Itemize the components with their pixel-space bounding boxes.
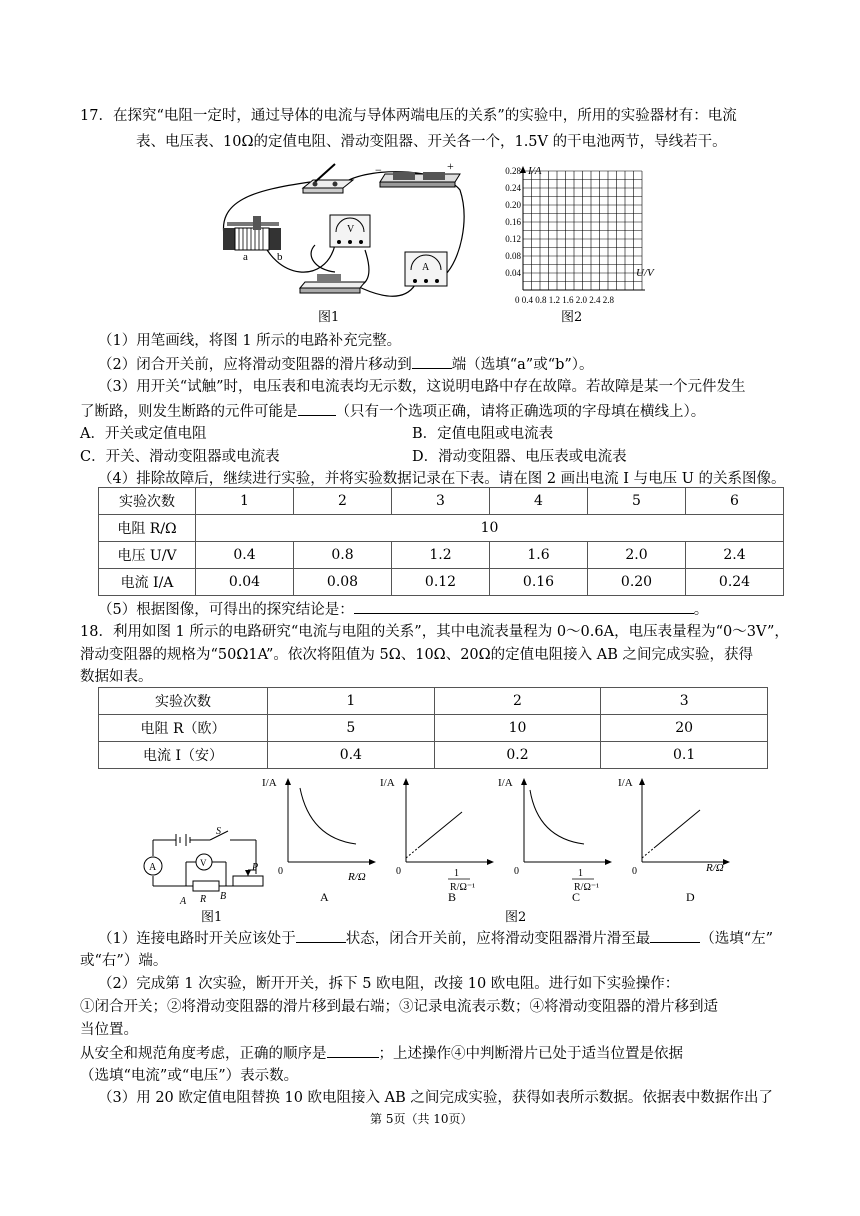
page-footer: 第 5页（共 10页） bbox=[370, 1112, 473, 1126]
graph-d-letter: D bbox=[686, 890, 695, 904]
q18-resistor-label: R bbox=[200, 894, 207, 905]
voltmeter-label: V bbox=[347, 224, 355, 235]
q18-graph-a bbox=[260, 770, 378, 905]
y-tick-label: 0.04 bbox=[505, 268, 521, 278]
q18-steps-line1: ①闭合开关；②将滑动变阻器的滑片移到最右端；③记录电流表示数；④将滑动变阻器的滑片移到适 bbox=[80, 999, 718, 1015]
q18-fig1-caption: 图1 bbox=[201, 910, 223, 925]
q18-voltmeter-label: V bbox=[200, 858, 207, 868]
q17-part2: （2）闭合开关前，应将滑动变阻器的滑片移动到 端（选填“a”或“b”）。 bbox=[98, 354, 594, 375]
q17-option-d: D．滑动变阻器、电压表或电流表 bbox=[412, 449, 627, 465]
graph-a-ylabel: I/A bbox=[262, 777, 277, 789]
q17-data-table bbox=[98, 487, 784, 596]
q18-part1-line2: 或“右”）端。 bbox=[80, 953, 168, 969]
q17-option-c: C．开关、滑动变阻器或电流表 bbox=[80, 449, 280, 465]
table-row: 电压 U/V 0.4 0.8 1.2 1.6 2.0 2.4 bbox=[99, 542, 784, 569]
y-tick-label: 0.16 bbox=[505, 217, 521, 227]
graph-d-ylabel: I/A bbox=[618, 777, 633, 789]
graph-c-xlabel-num: 1 bbox=[578, 868, 583, 879]
y-tick-label: 0.28 bbox=[505, 166, 521, 176]
graph-a-origin: 0 bbox=[278, 866, 283, 877]
graph-a-letter: A bbox=[320, 890, 329, 904]
q17-fig2-caption: 图2 bbox=[561, 310, 583, 325]
graph-b-ylabel: I/A bbox=[380, 777, 395, 789]
q18-stem-line2: 滑动变阻器的规格为“50Ω1A”。依次将阻值为 5Ω、10Ω、20Ω的定值电阻接入 AB 之间完成实验，获得 bbox=[80, 647, 754, 663]
graph-c-letter: C bbox=[572, 890, 581, 904]
graph-b-xlabel-num: 1 bbox=[454, 868, 459, 879]
voltmeter-component bbox=[330, 215, 370, 247]
table-row: 电阻 R/Ω 10 bbox=[99, 515, 784, 542]
y-tick-label: 0.12 bbox=[505, 234, 521, 244]
rheostat-end-b-label: b bbox=[277, 251, 283, 263]
table-row: 电阻 R（欧） 5 10 20 bbox=[99, 715, 768, 742]
graph-c-ylabel: I/A bbox=[498, 777, 513, 789]
rheostat-end-a-label: a bbox=[243, 251, 248, 263]
q18-slider-label: P bbox=[252, 862, 259, 873]
y-tick-label: 0.20 bbox=[505, 200, 521, 210]
q18-graph-d bbox=[614, 770, 744, 905]
q17-stem-line2: 表、电压表、10Ω的定值电阻、滑动变阻器、开关各一个，1.5V 的干电池两节，导线若干。 bbox=[136, 134, 727, 150]
q18-stem-line1: 18．利用如图 1 所示的电路研究“电流与电阻的关系”，其中电流表量程为 0～0.6A，电压表量程为“0～3V”， bbox=[80, 624, 789, 640]
fixed-resistor-component bbox=[300, 274, 365, 293]
graph-b-letter: B bbox=[448, 890, 457, 904]
q17-grid-figure bbox=[493, 160, 658, 305]
battery-component bbox=[375, 160, 460, 187]
table-row: 实验次数 1 2 3 4 5 6 bbox=[99, 488, 784, 515]
q18-fig2-caption: 图2 bbox=[505, 910, 527, 925]
q17-option-a: A．开关或定值电阻 bbox=[80, 426, 207, 442]
table-row: 电流 I/A 0.04 0.08 0.12 0.16 0.20 0.24 bbox=[99, 569, 784, 596]
q17-part4: （4）排除故障后，继续进行实验，并将实验数据记录在下表。请在图 2 画出电流 I 与电压 U 的关系图像。 bbox=[98, 471, 786, 487]
q17-circuit-figure bbox=[215, 160, 465, 310]
q18-switch-label: S bbox=[216, 826, 221, 837]
q18-meter-question: （选填“电流”或“电压”）表示数。 bbox=[80, 1068, 299, 1084]
q17-blank-2[interactable] bbox=[298, 401, 336, 416]
q17-part3-line2: 了断路，则发生断路的元件可能是 （只有一个选项正确，请将正确选项的字母填在横线上）。 bbox=[80, 401, 705, 422]
q18-stem-line3: 数据如表。 bbox=[80, 669, 153, 685]
ammeter-label: A bbox=[422, 262, 430, 273]
graph-d-xlabel: R/Ω bbox=[706, 862, 724, 874]
q17-fig2-ylabel: I/A bbox=[528, 165, 542, 177]
q17-part3-line1: （3）用开关“试触”时，电压表和电流表均无示数，这说明电路中存在故障。若故障是某一个元件发生 bbox=[98, 379, 746, 395]
switch-component bbox=[303, 164, 353, 193]
q17-part5: （5）根据图像，可得出的探究结论是： 。 bbox=[98, 599, 708, 620]
graph-a-xlabel: R/Ω bbox=[348, 871, 366, 883]
graph-c-xlabel-den: R/Ω⁻¹ bbox=[574, 882, 600, 893]
ammeter-component bbox=[405, 252, 447, 286]
table-row: 实验次数 1 2 3 bbox=[99, 688, 768, 715]
y-tick-label: 0.08 bbox=[505, 251, 521, 261]
q17-stem-line1: 17．在探究“电阻一定时，通过导体的电流与导体两端电压的关系”的实验中，所用的实验器材有：电流 bbox=[80, 108, 737, 124]
battery-minus-label: − bbox=[375, 163, 382, 177]
q18-steps-line2: 当位置。 bbox=[80, 1022, 138, 1038]
battery-plus-label: + bbox=[447, 160, 454, 173]
q18-graph-b bbox=[378, 770, 496, 905]
q17-option-b: B．定值电阻或电流表 bbox=[412, 426, 554, 442]
q17-fig2-xlabel: U/V bbox=[636, 267, 654, 279]
q18-blank-1[interactable] bbox=[296, 928, 346, 943]
q18-data-table bbox=[98, 687, 768, 769]
q18-blank-3[interactable] bbox=[327, 1043, 379, 1058]
table-row: 电流 I（安） 0.4 0.2 0.1 bbox=[99, 742, 768, 769]
q18-circuit-diagram bbox=[138, 826, 268, 906]
q18-blank-2[interactable] bbox=[650, 928, 700, 943]
graph-c-origin: 0 bbox=[514, 866, 519, 877]
q18-part3: （3）用 20 欧定值电阻替换 10 欧电阻接入 AB 之间完成实验，获得如表所示数据。依据表中数据作出了 bbox=[98, 1090, 773, 1106]
q17-blank-3[interactable] bbox=[354, 599, 694, 614]
q17-part1: （1）用笔画线，将图 1 所示的电路补充完整。 bbox=[98, 333, 402, 349]
q18-part1-line1: （1）连接电路时开关应该处于 状态，闭合开关前，应将滑动变阻器滑片滑至最 （选填“左” bbox=[98, 928, 773, 949]
y-tick-label: 0.24 bbox=[505, 183, 521, 193]
q18-graph-c bbox=[496, 770, 614, 905]
q17-blank-1[interactable] bbox=[412, 354, 452, 369]
q18-order-question: 从安全和规范角度考虑，正确的顺序是 ；上述操作④中判断滑片已处于适当位置是依据 bbox=[80, 1043, 683, 1064]
q17-fig2-xticks: 0 0.4 0.8 1.2 1.6 2.0 2.4 2.8 bbox=[515, 295, 614, 305]
q18-terminal-a-label: A bbox=[180, 896, 187, 906]
q18-part2: （2）完成第 1 次实验，断开开关，拆下 5 欧电阻，改接 10 欧电阻。进行如下实验操作： bbox=[98, 976, 680, 992]
q17-fig1-caption: 图1 bbox=[318, 310, 340, 325]
q18-terminal-b-label: B bbox=[220, 891, 227, 902]
rheostat-component bbox=[223, 216, 283, 263]
q18-ammeter-label: A bbox=[149, 862, 157, 873]
graph-b-xlabel-den: R/Ω⁻¹ bbox=[450, 882, 476, 893]
graph-d-origin: 0 bbox=[632, 866, 637, 877]
graph-b-origin: 0 bbox=[396, 866, 401, 877]
